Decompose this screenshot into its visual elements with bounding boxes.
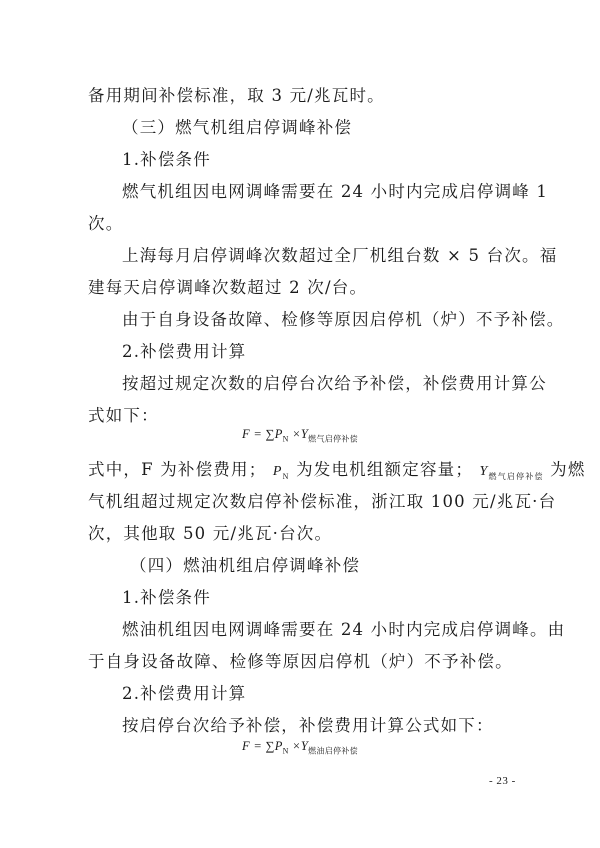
formula-lhs: F = ∑P — [242, 739, 283, 753]
section-heading: （三）燃气机组启停调峰补偿 — [122, 118, 353, 137]
paragraph-line: 燃油机组因电网调峰需要在 24 小时内完成启停调峰。由 — [122, 620, 566, 639]
paragraph-line: 气机组超过规定次数启停补偿标准，浙江取 100 元/兆瓦·台 — [88, 492, 557, 511]
formula-subscript-y: 燃油启停补偿 — [308, 746, 358, 756]
page-number: - 23 - — [489, 775, 516, 787]
formula-mul: ×Y — [288, 427, 309, 441]
paragraph-line: 次，其他取 50 元/兆瓦·台次。 — [88, 524, 333, 543]
paragraph-line: 按超过规定次数的启停台次给予补偿，补偿费用计算公 — [122, 374, 547, 393]
formula-gas — [0, 427, 600, 445]
paragraph-line: 上海每月启停调峰次数超过全厂机组台数 × 5 台次。福 — [122, 246, 558, 265]
subsection-heading: 1.补偿条件 — [122, 588, 211, 607]
paragraph-line: 燃气机组因电网调峰需要在 24 小时内完成启停调峰 1 — [122, 182, 549, 201]
paragraph-line: 按启停台次给予补偿，补偿费用计算公式如下： — [122, 716, 494, 735]
formula-subscript-n: N — [282, 434, 289, 444]
formula-lhs: F = ∑P — [242, 427, 283, 441]
paragraph-line: 式如下： — [88, 406, 159, 425]
inline-text: 为发电机组额定容量； — [296, 460, 474, 479]
section-heading: （四）燃油机组启停调峰补偿 — [130, 556, 361, 575]
paragraph-line: 由于自身设备故障、检修等原因启停机（炉）不予补偿。 — [122, 310, 565, 329]
paragraph-line: 次。 — [88, 214, 124, 233]
paragraph-line — [0, 460, 600, 487]
inline-text: 为燃 — [550, 460, 586, 479]
formula-oil — [0, 739, 600, 757]
paragraph-line: 建每天启停调峰次数超过 2 次/台。 — [88, 278, 368, 297]
subsection-heading: 1.补偿条件 — [122, 150, 211, 169]
subsection-heading: 2.补偿费用计算 — [122, 342, 247, 361]
formula-mul: ×Y — [288, 739, 309, 753]
formula-subscript-n: N — [282, 746, 289, 756]
subsection-heading: 2.补偿费用计算 — [122, 684, 247, 703]
inline-symbol-y: $Y_{燃气启停补偿}$ — [479, 464, 544, 481]
inline-symbol-p: $P_N$ — [272, 464, 290, 481]
paragraph-line: 于自身设备故障、检修等原因启停机（炉）不予补偿。 — [88, 652, 513, 671]
inline-text: 式中，F 为补偿费用； — [88, 460, 267, 479]
formula-subscript-y: 燃气启停补偿 — [308, 434, 358, 444]
paragraph-line: 备用期间补偿标准，取 3 元/兆瓦时。 — [88, 86, 385, 105]
